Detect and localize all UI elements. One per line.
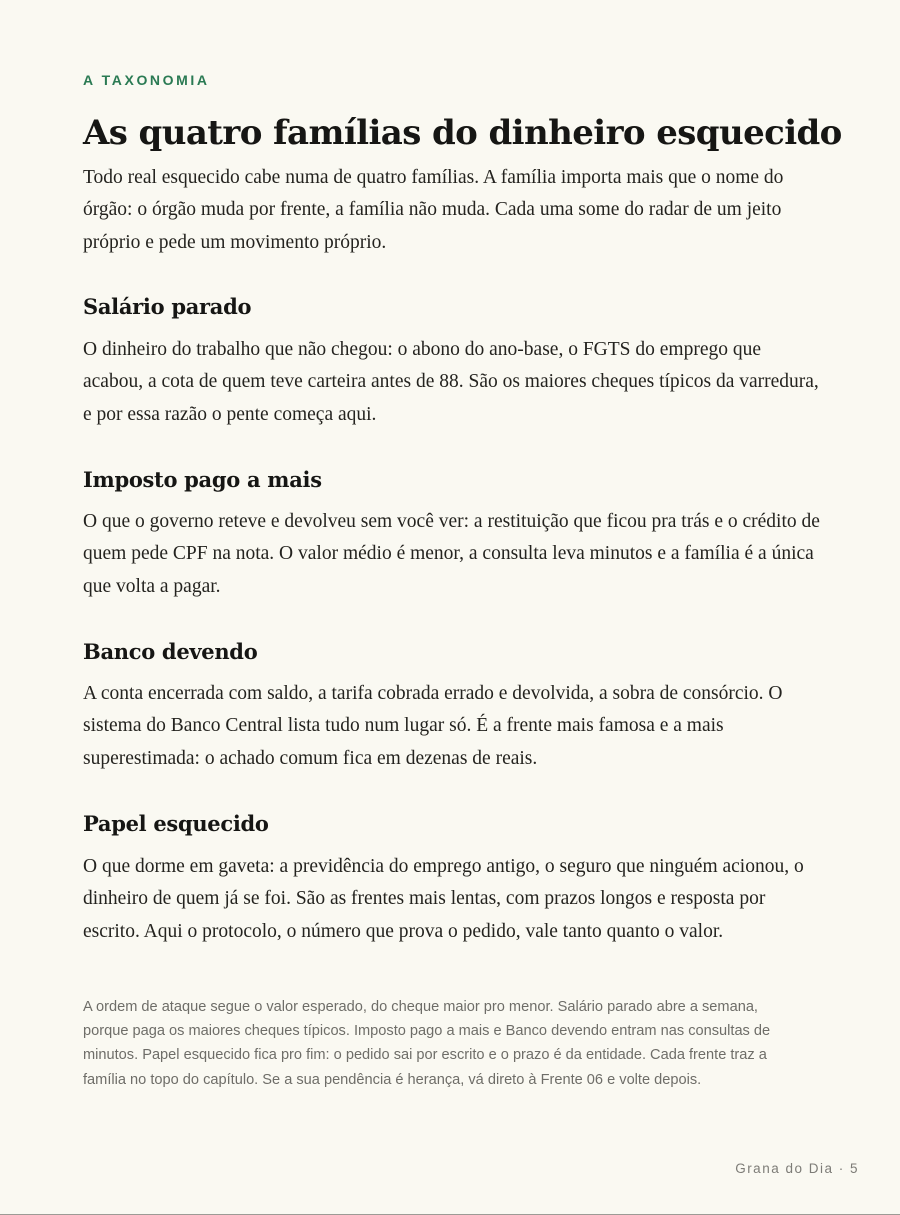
page-title: As quatro famílias do dinheiro esquecido (83, 113, 842, 153)
intro-paragraph: Todo real esquecido cabe numa de quatro famílias. A família importa mais que o nome do órgão: o órgão muda por frente, a família não muda. Cada uma some do radar de um jeito próprio e pede um movimento próprio. (83, 167, 784, 253)
section-body-imposto-pago-a-mais: O que o governo reteve e devolveu sem você ver: a restituição que ficou pra trás e o crédito de quem pede CPF na nota. O valor médio é menor, a consulta leva minutos e a família é a única que volta a pagar. (83, 511, 820, 597)
section-body-papel-esquecido: O que dorme em gaveta: a previdência do emprego antigo, o seguro que ninguém acionou, o dinheiro de quem já se foi. São as frentes mais lentas, com prazos longos e resposta por escrito. Aqui o protocolo, o número que prova o pedido, vale tanto quanto o valor. (83, 856, 804, 942)
section-body-salario-parado: O dinheiro do trabalho que não chegou: o abono do ano-base, o FGTS do emprego que acabou, a cota de quem teve carteira antes de 88. São os maiores cheques típicos da varredura, e por essa razão o pente começa aqui. (83, 339, 819, 425)
section-eyebrow: A TAXONOMIA (83, 72, 210, 88)
section-heading-salario-parado: Salário parado (83, 294, 252, 319)
section-body-banco-devendo: A conta encerrada com saldo, a tarifa cobrada errado e devolvida, a sobra de consórcio. O sistema do Banco Central lista tudo num lugar só. É a frente mais famosa e a mais superestimada: o achado comum fica em dezenas de reais. (83, 683, 783, 769)
page-footer: Grana do Dia · 5 (735, 1161, 859, 1176)
section-heading-imposto-pago-a-mais: Imposto pago a mais (83, 467, 322, 492)
section-heading-papel-esquecido: Papel esquecido (83, 811, 269, 836)
section-heading-banco-devendo: Banco devendo (83, 639, 258, 664)
footnote-paragraph: A ordem de ataque segue o valor esperado, do cheque maior pro menor. Salário parado abre a semana, porque paga os maiores cheques típicos. Imposto pago a mais e Banco devendo entram nas consultas de minutos. Papel esquecido fica pro fim: o pedido sai por escrito e o prazo é da entidade. Cada frente traz a família no topo do capítulo. Se a sua pendência é herança, vá direto à Frente 06 e volte depois. (83, 999, 771, 1088)
